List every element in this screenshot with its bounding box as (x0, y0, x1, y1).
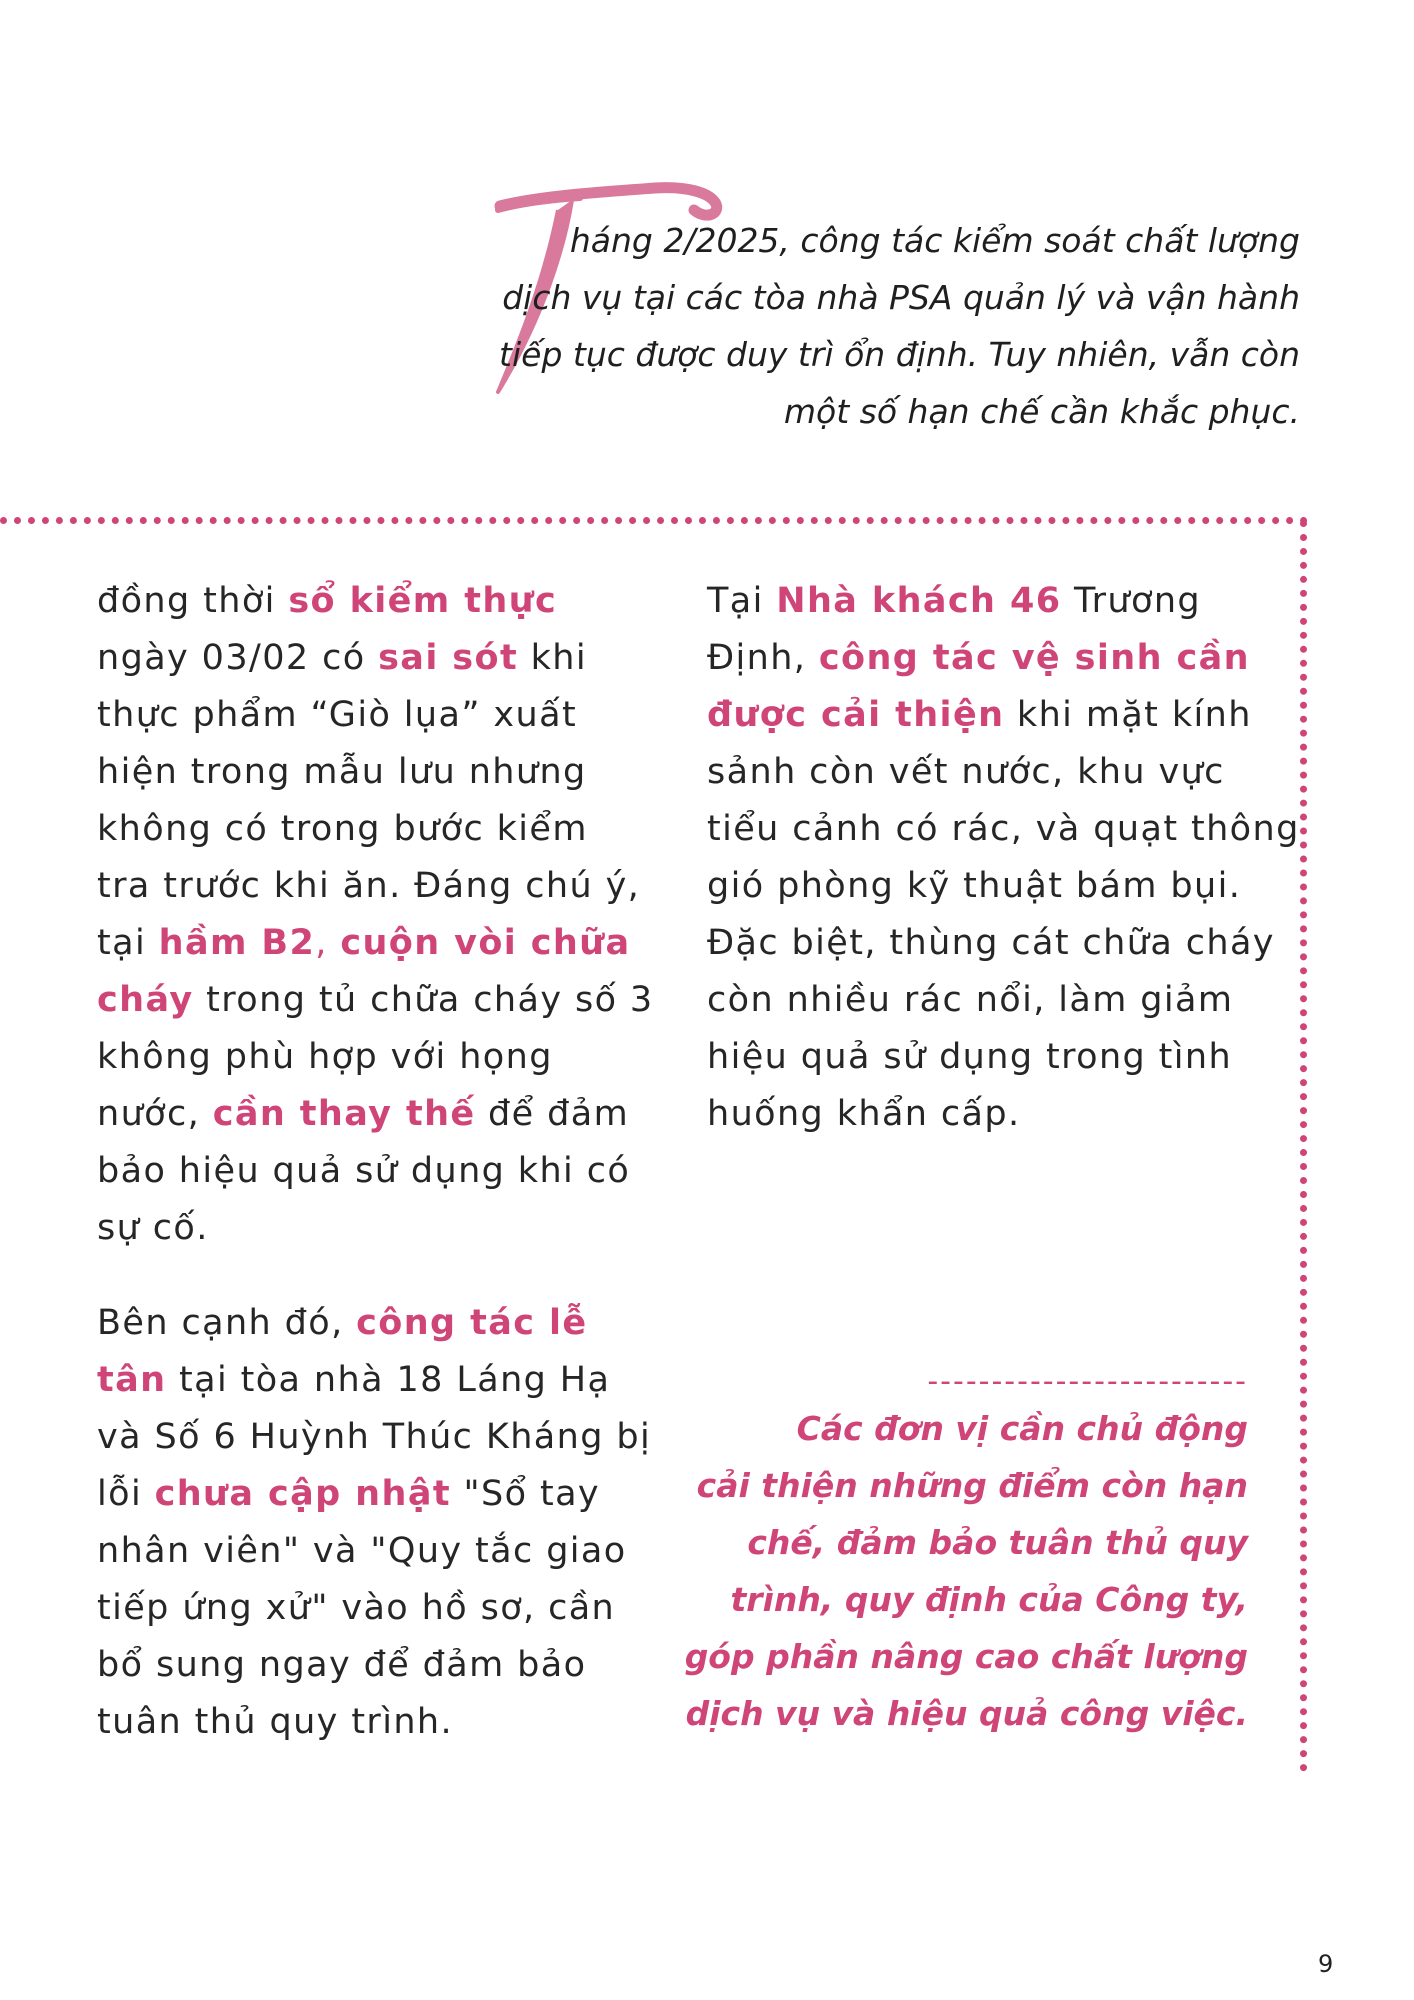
highlight: chưa cập nhật (154, 1474, 451, 1514)
left-column (97, 573, 657, 1789)
intro-line: một số hạn chế cần khắc phục. (783, 392, 1300, 431)
text-line: tiếp ứng xử" vào hồ sơ, cần (97, 1588, 616, 1628)
page-number: 9 (1318, 1950, 1334, 1978)
text-line (97, 1086, 657, 1143)
text-line: huống khẩn cấp. (707, 1094, 1021, 1134)
callout-note (680, 1364, 1248, 1742)
highlight: công tác vệ sinh cần (818, 638, 1250, 678)
highlight: sai sót (378, 638, 519, 678)
text-line (97, 972, 657, 1029)
highlight: sổ kiểm thực (288, 581, 558, 621)
highlight: được cải thiện (707, 695, 1005, 735)
text: lỗi (97, 1474, 155, 1514)
text: đồng thời (97, 581, 289, 621)
text-line: tiểu cảnh có rác, và quạt thông (707, 809, 1300, 849)
text: trong tủ chữa cháy số 3 (193, 980, 654, 1020)
text-line: tuân thủ quy trình. (97, 1702, 454, 1742)
paragraph-food-fire (97, 573, 657, 1257)
text-line: hiệu quả sử dụng trong tình (707, 1037, 1233, 1077)
highlight: cháy (97, 980, 194, 1020)
text-line (97, 1295, 657, 1352)
text: Trương (1061, 581, 1202, 621)
text-line: gió phòng kỹ thuật bám bụi. (707, 866, 1242, 906)
note-text (680, 1400, 1248, 1742)
text-line: Đặc biệt, thùng cát chữa cháy (707, 923, 1275, 963)
text: khi mặt kính (1004, 695, 1252, 735)
text: "Sổ tay (450, 1474, 601, 1514)
text-line (707, 573, 1267, 630)
text: nước, (97, 1094, 213, 1134)
note-line: trình, quy định của Công ty, (730, 1580, 1248, 1619)
note-line: Các đơn vị cần chủ động (796, 1409, 1248, 1448)
dotted-frame-top (0, 517, 1308, 524)
note-line: góp phần nâng cao chất lượng (684, 1637, 1248, 1676)
paragraph-guesthouse (707, 573, 1300, 1143)
text-line: hiện trong mẫu lưu nhưng (97, 752, 587, 792)
text: để đảm (475, 1094, 630, 1134)
text: Bên cạnh đó, (97, 1303, 357, 1343)
intro-line: tiếp tục được duy trì ổn định. Tuy nhiên, vẫn còn (499, 335, 1300, 374)
text-line: bảo hiệu quả sử dụng khi có (97, 1151, 631, 1191)
intro-line: dịch vụ tại các tòa nhà PSA quản lý và vận hành (502, 278, 1300, 317)
text: ngày 03/02 có (97, 638, 379, 678)
text-line (97, 573, 657, 630)
right-column (707, 573, 1300, 1181)
highlight: cuộn vòi chữa (340, 923, 631, 963)
text-line (97, 1352, 657, 1409)
text: Tại (707, 581, 777, 621)
text: , (315, 923, 341, 963)
text-line (97, 915, 657, 972)
text-line: tra trước khi ăn. Đáng chú ý, (97, 866, 641, 906)
note-line: dịch vụ và hiệu quả công việc. (685, 1694, 1248, 1733)
text-line (97, 1466, 657, 1523)
text-line: không có trong bước kiểm (97, 809, 588, 849)
text: tại (97, 923, 159, 963)
text-line: nhân viên" và "Quy tắc giao (97, 1531, 627, 1571)
text-line: sảnh còn vết nước, khu vực (707, 752, 1225, 792)
highlight: công tác lễ (356, 1303, 588, 1343)
text-line: thực phẩm “Giò lụa” xuất (97, 695, 578, 735)
note-line: chế, đảm bảo tuân thủ quy (747, 1523, 1248, 1562)
text-line: bổ sung ngay để đảm bảo (97, 1645, 587, 1685)
intro-text (480, 212, 1300, 440)
dotted-frame-right (1300, 520, 1307, 1772)
text-line: không phù hợp với họng (97, 1037, 553, 1077)
text-line: còn nhiều rác nổi, làm giảm (707, 980, 1234, 1020)
intro-line: háng 2/2025, công tác kiểm soát chất lượng (569, 221, 1300, 260)
text: khi (518, 638, 588, 678)
note-divider: ------------------------- (927, 1364, 1248, 1399)
text-line (707, 630, 1267, 687)
intro-block (480, 170, 1300, 430)
highlight: hầm B2 (158, 923, 316, 963)
note-line: cải thiện những điểm còn hạn (696, 1466, 1248, 1505)
highlight: cần thay thế (212, 1094, 476, 1134)
text-line: sự cố. (97, 1208, 209, 1248)
highlight: Nhà khách 46 (776, 581, 1062, 621)
text-line (707, 687, 1267, 744)
highlight: tân (97, 1360, 167, 1400)
paragraph-reception (97, 1295, 657, 1751)
text-line: và Số 6 Huỳnh Thúc Kháng bị (97, 1417, 652, 1457)
text: Định, (707, 638, 819, 678)
text: tại tòa nhà 18 Láng Hạ (166, 1360, 611, 1400)
text-line (97, 630, 657, 687)
